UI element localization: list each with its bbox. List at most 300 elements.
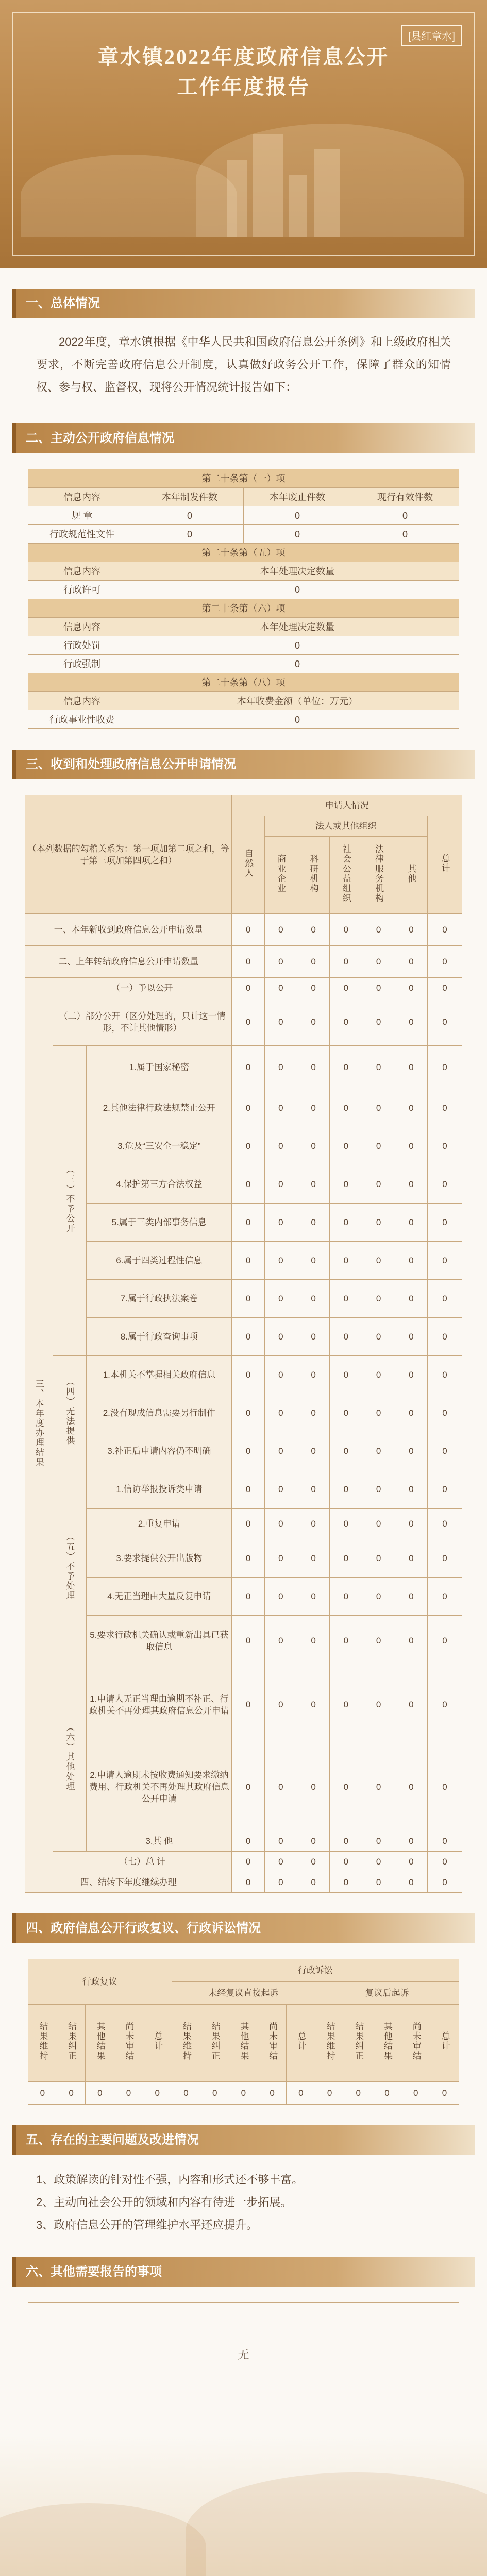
table-cell: 0 bbox=[232, 1318, 264, 1356]
applications-table bbox=[25, 795, 462, 1893]
table-cell: 0 bbox=[232, 1432, 264, 1470]
table-cell: 0 bbox=[427, 1852, 462, 1872]
table-cell: 0 bbox=[297, 1165, 329, 1204]
row-label: 2.重复申请 bbox=[87, 1509, 232, 1539]
table-cell: 0 bbox=[395, 1204, 427, 1242]
col-header: 总计 bbox=[287, 2005, 315, 2082]
table-cell: 0 bbox=[264, 1852, 297, 1872]
table-cell: 0 bbox=[427, 1280, 462, 1318]
table-cell: 0 bbox=[330, 1046, 362, 1089]
col-header: 结果维持 bbox=[315, 2005, 344, 2082]
table-cell: 0 bbox=[395, 1852, 427, 1872]
col-header: 本年收费金额（单位：万元） bbox=[136, 692, 459, 710]
hero-decoration bbox=[41, 103, 446, 237]
list-item: 3、政府信息公开的管理维护水平还应提升。 bbox=[36, 2218, 258, 2231]
table-cell: 0 bbox=[264, 1616, 297, 1666]
row-label: 1.属于国家秘密 bbox=[87, 1046, 232, 1089]
table-cell: 0 bbox=[427, 1204, 462, 1242]
table-cell: 0 bbox=[258, 2082, 287, 2105]
col-header: 未经复议直接起诉 bbox=[172, 1982, 315, 2005]
list-item: 1、政策解读的针对性不强，内容和形式还不够丰富。 bbox=[36, 2173, 304, 2186]
table-cell: 0 bbox=[330, 1242, 362, 1280]
table-cell: 0 bbox=[297, 1432, 329, 1470]
table-cell: 0 bbox=[264, 1046, 297, 1089]
col-header: 总计 bbox=[143, 2005, 172, 2082]
table-cell: 0 bbox=[315, 2082, 344, 2105]
table-cell: 0 bbox=[395, 978, 427, 998]
table-cell: 0 bbox=[427, 1578, 462, 1616]
col-header: 本年废止件数 bbox=[244, 488, 351, 506]
table-cell: 0 bbox=[264, 1089, 297, 1127]
group-label: （三）不予公开 bbox=[53, 1046, 87, 1356]
table-cell: 0 bbox=[427, 998, 462, 1046]
table-cell: 0 bbox=[136, 581, 459, 599]
table-cell: 0 bbox=[264, 1394, 297, 1432]
row-label: 行政规范性文件 bbox=[28, 525, 136, 544]
col-header: 行政诉讼 bbox=[172, 1959, 459, 1982]
table-cell: 0 bbox=[264, 1509, 297, 1539]
table-cell: 0 bbox=[362, 1280, 395, 1318]
row-label: （二）部分公开（区分处理的，只计这一情形，不计其他情形） bbox=[53, 998, 232, 1046]
table-cell: 0 bbox=[395, 998, 427, 1046]
issues-list bbox=[12, 2155, 475, 2236]
col-header: 本年处理决定数量 bbox=[136, 562, 459, 581]
col-header: 结果纠正 bbox=[57, 2005, 86, 2082]
col-header: 信息内容 bbox=[28, 618, 136, 636]
col-header: 信息内容 bbox=[28, 488, 136, 506]
table-cell: 0 bbox=[297, 1089, 329, 1127]
row-label: 4.无正当理由大量反复申请 bbox=[87, 1578, 232, 1616]
table-cell: 0 bbox=[362, 1616, 395, 1666]
table-cell: 0 bbox=[351, 525, 459, 544]
table-cell: 0 bbox=[297, 978, 329, 998]
section-title: 三、收到和处理政府信息公开申请情况 bbox=[12, 750, 475, 779]
table-cell: 0 bbox=[172, 2082, 200, 2105]
table-cell: 0 bbox=[362, 1432, 395, 1470]
table-cell: 0 bbox=[232, 1046, 264, 1089]
table-cell: 0 bbox=[362, 1831, 395, 1852]
table-cell: 0 bbox=[427, 1046, 462, 1089]
table-cell: 0 bbox=[232, 1089, 264, 1127]
table-cell: 0 bbox=[297, 1127, 329, 1165]
table-cell: 0 bbox=[427, 1831, 462, 1852]
table-cell: 0 bbox=[362, 1046, 395, 1089]
col-header: 其他结果 bbox=[229, 2005, 258, 2082]
table-cell: 0 bbox=[362, 998, 395, 1046]
table-cell: 0 bbox=[362, 978, 395, 998]
table-cell: 0 bbox=[264, 914, 297, 946]
table-cell: 0 bbox=[232, 978, 264, 998]
hero-banner bbox=[0, 0, 487, 268]
table-cell: 0 bbox=[362, 1578, 395, 1616]
table-cell: 0 bbox=[297, 1539, 329, 1578]
table-cell: 0 bbox=[395, 1089, 427, 1127]
table-cell: 0 bbox=[232, 1831, 264, 1852]
table-cell: 0 bbox=[114, 2082, 143, 2105]
table-cell: 0 bbox=[244, 525, 351, 544]
table-cell: 0 bbox=[330, 1280, 362, 1318]
report-title bbox=[0, 42, 487, 102]
table-cell: 0 bbox=[330, 998, 362, 1046]
section-issues bbox=[12, 2125, 475, 2236]
table-heading: 第二十条第（六）项 bbox=[28, 599, 459, 618]
table-cell: 0 bbox=[264, 1318, 297, 1356]
table-cell: 0 bbox=[362, 1872, 395, 1893]
table-cell: 0 bbox=[200, 2082, 229, 2105]
section-other-matters bbox=[12, 2257, 475, 2405]
table-cell: 0 bbox=[427, 1432, 462, 1470]
table-cell: 0 bbox=[232, 1470, 264, 1509]
table-cell: 0 bbox=[264, 1356, 297, 1394]
table-cell: 0 bbox=[297, 1394, 329, 1432]
table-cell: 0 bbox=[232, 946, 264, 978]
section-applications bbox=[12, 750, 475, 1893]
table-cell: 0 bbox=[232, 1743, 264, 1831]
table-cell: 0 bbox=[232, 1242, 264, 1280]
table-heading: 第二十条第（一）项 bbox=[28, 469, 459, 488]
col-header: 其他结果 bbox=[86, 2005, 114, 2082]
table-cell: 0 bbox=[264, 978, 297, 998]
table-cell: 0 bbox=[344, 2082, 373, 2105]
col-header: 科研机构 bbox=[297, 837, 329, 914]
table-cell: 0 bbox=[297, 998, 329, 1046]
table-cell: 0 bbox=[330, 1539, 362, 1578]
row-label: 1.本机关不掌握相关政府信息 bbox=[87, 1356, 232, 1394]
table-cell: 0 bbox=[362, 1089, 395, 1127]
table-cell: 0 bbox=[136, 710, 459, 729]
table-cell: 0 bbox=[362, 1127, 395, 1165]
col-header: 信息内容 bbox=[28, 692, 136, 710]
table-cell: 0 bbox=[330, 1394, 362, 1432]
table-cell: 0 bbox=[351, 506, 459, 525]
table-cell: 0 bbox=[264, 1165, 297, 1204]
table-cell: 0 bbox=[395, 1280, 427, 1318]
table-cell: 0 bbox=[297, 1242, 329, 1280]
col-header: 本年处理决定数量 bbox=[136, 618, 459, 636]
table-cell: 0 bbox=[427, 1165, 462, 1204]
table-cell: 0 bbox=[330, 1204, 362, 1242]
table-cell: 0 bbox=[427, 1318, 462, 1356]
table-cell: 0 bbox=[427, 1872, 462, 1893]
table-cell: 0 bbox=[136, 525, 244, 544]
table-cell: 0 bbox=[373, 2082, 401, 2105]
section-title: 四、政府信息公开行政复议、行政诉讼情况 bbox=[12, 1913, 475, 1943]
table-cell: 0 bbox=[427, 1470, 462, 1509]
row-label: 规 章 bbox=[28, 506, 136, 525]
col-header: 法律服务机构 bbox=[362, 837, 395, 914]
title-line-2: 工作年度报告 bbox=[177, 75, 310, 98]
row-label: 行政许可 bbox=[28, 581, 136, 599]
table-cell: 0 bbox=[427, 1539, 462, 1578]
table-cell: 0 bbox=[362, 1743, 395, 1831]
table-cell: 0 bbox=[362, 1509, 395, 1539]
table-cell: 0 bbox=[395, 1578, 427, 1616]
table-cell: 0 bbox=[395, 1165, 427, 1204]
table-cell: 0 bbox=[362, 946, 395, 978]
row-label-results: 三、本年度办理结果 bbox=[25, 978, 53, 1872]
row-label: 行政强制 bbox=[28, 655, 136, 673]
table-cell: 0 bbox=[297, 1666, 329, 1743]
table-cell: 0 bbox=[427, 1242, 462, 1280]
group-label: （五）不予处理 bbox=[53, 1470, 87, 1666]
row-label: 二、上年转结政府信息公开申请数量 bbox=[25, 946, 232, 978]
row-label: 2.申请人逾期未按收费通知要求缴纳费用、行政机关不再处理其政府信息公开申请 bbox=[87, 1743, 232, 1831]
table-cell: 0 bbox=[297, 1356, 329, 1394]
table-cell: 0 bbox=[264, 1872, 297, 1893]
table-cell: 0 bbox=[297, 914, 329, 946]
table-cell: 0 bbox=[86, 2082, 114, 2105]
table-cell: 0 bbox=[362, 1165, 395, 1204]
table-cell: 0 bbox=[264, 1204, 297, 1242]
list-item: 2、主动向社会公开的领域和内容有待进一步拓展。 bbox=[36, 2196, 292, 2209]
row-label: 1.申请人无正当理由逾期不补正、行政机关不再处理其政府信息公开申请 bbox=[87, 1666, 232, 1743]
table-cell: 0 bbox=[427, 1509, 462, 1539]
table-cell: 0 bbox=[401, 2082, 430, 2105]
table-heading: 第二十条第（五）项 bbox=[28, 544, 459, 562]
table-cell: 0 bbox=[264, 1578, 297, 1616]
col-header: 结果纠正 bbox=[200, 2005, 229, 2082]
table-cell: 0 bbox=[427, 1394, 462, 1432]
col-header: 其他结果 bbox=[373, 2005, 401, 2082]
table-cell: 0 bbox=[427, 1616, 462, 1666]
table-cell: 0 bbox=[297, 1743, 329, 1831]
table-cell: 0 bbox=[330, 1470, 362, 1509]
table-cell: 0 bbox=[362, 1852, 395, 1872]
section-overview bbox=[12, 289, 475, 403]
table-cell: 0 bbox=[232, 1127, 264, 1165]
table-cell: 0 bbox=[136, 506, 244, 525]
table-cell: 0 bbox=[330, 1872, 362, 1893]
row-label: 行政事业性收费 bbox=[28, 710, 136, 729]
table-cell: 0 bbox=[427, 1089, 462, 1127]
row-label: （一）予以公开 bbox=[53, 978, 232, 998]
table-cell: 0 bbox=[362, 1666, 395, 1743]
table-cell: 0 bbox=[362, 1204, 395, 1242]
table-cell: 0 bbox=[264, 1743, 297, 1831]
footer-decoration bbox=[0, 2436, 487, 2576]
section-title: 五、存在的主要问题及改进情况 bbox=[12, 2125, 475, 2155]
table-note: （本列数据的勾稽关系为：第一项加第二项之和，等于第三项加第四项之和） bbox=[25, 795, 232, 914]
table-cell: 0 bbox=[395, 1046, 427, 1089]
col-header: 商业企业 bbox=[264, 837, 297, 914]
table-cell: 0 bbox=[244, 506, 351, 525]
row-label: 5.属于三类内部事务信息 bbox=[87, 1204, 232, 1242]
table-cell: 0 bbox=[330, 1318, 362, 1356]
table-cell: 0 bbox=[362, 1394, 395, 1432]
table-cell: 0 bbox=[330, 1831, 362, 1852]
table-cell: 0 bbox=[395, 1616, 427, 1666]
table-cell: 0 bbox=[264, 1666, 297, 1743]
table-cell: 0 bbox=[395, 1242, 427, 1280]
review-litigation-table bbox=[28, 1959, 459, 2105]
table-cell: 0 bbox=[395, 914, 427, 946]
table-cell: 0 bbox=[395, 1743, 427, 1831]
table-cell: 0 bbox=[395, 1356, 427, 1394]
col-header: 尚未审结 bbox=[401, 2005, 430, 2082]
table-cell: 0 bbox=[232, 1666, 264, 1743]
table-cell: 0 bbox=[287, 2082, 315, 2105]
col-header: 自然人 bbox=[232, 816, 264, 914]
table-cell: 0 bbox=[395, 1872, 427, 1893]
row-label: 8.属于行政查询事项 bbox=[87, 1318, 232, 1356]
table-cell: 0 bbox=[264, 1432, 297, 1470]
group-label: （四）无法提供 bbox=[53, 1356, 87, 1470]
table-heading: 第二十条第（八）项 bbox=[28, 673, 459, 692]
table-cell: 0 bbox=[330, 1165, 362, 1204]
table-cell: 0 bbox=[427, 1127, 462, 1165]
col-header: 行政复议 bbox=[28, 1959, 172, 2005]
table-cell: 0 bbox=[232, 1539, 264, 1578]
table-cell: 0 bbox=[297, 1509, 329, 1539]
table-cell: 0 bbox=[136, 655, 459, 673]
table-cell: 0 bbox=[297, 946, 329, 978]
table-cell: 0 bbox=[395, 1470, 427, 1509]
row-label: 3.危及“三安全一稳定” bbox=[87, 1127, 232, 1165]
table-cell: 0 bbox=[297, 1280, 329, 1318]
col-header: 复议后起诉 bbox=[315, 1982, 459, 2005]
col-header: 尚未审结 bbox=[114, 2005, 143, 2082]
table-cell: 0 bbox=[395, 1394, 427, 1432]
row-label: 行政处罚 bbox=[28, 636, 136, 655]
table-cell: 0 bbox=[264, 1831, 297, 1852]
row-label: 4.保护第三方合法权益 bbox=[87, 1165, 232, 1204]
table-cell: 0 bbox=[232, 1394, 264, 1432]
table-cell: 0 bbox=[362, 1470, 395, 1509]
table-cell: 0 bbox=[264, 1242, 297, 1280]
table-cell: 0 bbox=[427, 1356, 462, 1394]
table-cell: 0 bbox=[232, 1356, 264, 1394]
row-label: 四、结转下年度继续办理 bbox=[25, 1872, 232, 1893]
row-label: 3.补正后申请内容仍不明确 bbox=[87, 1432, 232, 1470]
table-cell: 0 bbox=[264, 1280, 297, 1318]
table-cell: 0 bbox=[395, 1666, 427, 1743]
table-cell: 0 bbox=[229, 2082, 258, 2105]
col-header: 结果维持 bbox=[172, 2005, 200, 2082]
table-cell: 0 bbox=[362, 1318, 395, 1356]
table-cell: 0 bbox=[330, 914, 362, 946]
table-cell: 0 bbox=[297, 1204, 329, 1242]
table-cell: 0 bbox=[427, 978, 462, 998]
table-cell: 0 bbox=[232, 1872, 264, 1893]
table-cell: 0 bbox=[57, 2082, 86, 2105]
row-label: 一、本年新收到政府信息公开申请数量 bbox=[25, 914, 232, 946]
table-cell: 0 bbox=[330, 1578, 362, 1616]
table-cell: 0 bbox=[395, 1831, 427, 1852]
table-cell: 0 bbox=[232, 1204, 264, 1242]
col-header: 结果纠正 bbox=[344, 2005, 373, 2082]
table-cell: 0 bbox=[232, 1509, 264, 1539]
table-cell: 0 bbox=[330, 1432, 362, 1470]
table-cell: 0 bbox=[362, 914, 395, 946]
table-cell: 0 bbox=[427, 1743, 462, 1831]
table-cell: 0 bbox=[297, 1831, 329, 1852]
table-cell: 0 bbox=[297, 1470, 329, 1509]
table-cell: 0 bbox=[395, 1539, 427, 1578]
table-cell: 0 bbox=[362, 1356, 395, 1394]
table-cell: 0 bbox=[330, 1127, 362, 1165]
table-cell: 0 bbox=[330, 978, 362, 998]
col-header: 结果维持 bbox=[28, 2005, 57, 2082]
table-cell: 0 bbox=[330, 946, 362, 978]
active-disclosure-table bbox=[28, 469, 459, 729]
table-cell: 0 bbox=[232, 1280, 264, 1318]
table-cell: 0 bbox=[28, 2082, 57, 2105]
table-cell: 0 bbox=[232, 914, 264, 946]
overview-text: 2022年度，章水镇根据《中华人民共和国政府信息公开条例》和上级政府相关要求，不断完善政府信息公开制度，认真做好政务公开工作，保障了群众的知情权、参与权、监督权，现将公开情况统计报告如下： bbox=[36, 335, 451, 394]
table-cell: 0 bbox=[264, 946, 297, 978]
table-cell: 0 bbox=[330, 1743, 362, 1831]
table-cell: 0 bbox=[143, 2082, 172, 2105]
title-line-1: 章水镇2022年度政府信息公开 bbox=[98, 45, 389, 69]
table-cell: 0 bbox=[330, 1089, 362, 1127]
table-cell: 0 bbox=[330, 1852, 362, 1872]
section-title: 二、主动公开政府信息情况 bbox=[12, 423, 475, 453]
col-header: 社会公益组织 bbox=[330, 837, 362, 914]
other-matters-text: 无 bbox=[28, 2302, 459, 2405]
row-label: 3.其 他 bbox=[87, 1831, 232, 1852]
table-cell: 0 bbox=[330, 1616, 362, 1666]
table-cell: 0 bbox=[330, 1356, 362, 1394]
section-title: 六、其他需要报告的事项 bbox=[12, 2257, 475, 2287]
section-review-litigation bbox=[12, 1913, 475, 2105]
col-header: 尚未审结 bbox=[258, 2005, 287, 2082]
row-label: 7.属于行政执法案卷 bbox=[87, 1280, 232, 1318]
table-cell: 0 bbox=[232, 1852, 264, 1872]
table-cell: 0 bbox=[362, 1242, 395, 1280]
table-cell: 0 bbox=[297, 1852, 329, 1872]
table-cell: 0 bbox=[395, 1432, 427, 1470]
col-header: 法人或其他组织 bbox=[264, 816, 427, 837]
group-label: （六）其他处理 bbox=[53, 1666, 87, 1852]
table-cell: 0 bbox=[427, 914, 462, 946]
table-cell: 0 bbox=[232, 998, 264, 1046]
table-cell: 0 bbox=[395, 1509, 427, 1539]
table-cell: 0 bbox=[395, 946, 427, 978]
col-header: 申请人情况 bbox=[232, 795, 462, 816]
col-header: 其他 bbox=[395, 837, 427, 914]
table-cell: 0 bbox=[330, 1509, 362, 1539]
row-label: （七）总 计 bbox=[53, 1852, 232, 1872]
col-header: 现行有效件数 bbox=[351, 488, 459, 506]
col-header: 总计 bbox=[427, 816, 462, 914]
table-cell: 0 bbox=[264, 1539, 297, 1578]
table-cell: 0 bbox=[297, 1616, 329, 1666]
table-cell: 0 bbox=[264, 1470, 297, 1509]
row-label: 2.没有现成信息需要另行制作 bbox=[87, 1394, 232, 1432]
section-active-disclosure bbox=[12, 423, 475, 729]
section-title: 一、总体情况 bbox=[12, 289, 475, 318]
table-cell: 0 bbox=[232, 1578, 264, 1616]
table-cell: 0 bbox=[362, 1539, 395, 1578]
table-cell: 0 bbox=[264, 998, 297, 1046]
row-label: 2.其他法律行政法规禁止公开 bbox=[87, 1089, 232, 1127]
col-header: 总计 bbox=[430, 2005, 459, 2082]
table-cell: 0 bbox=[136, 636, 459, 655]
col-header: 本年制发件数 bbox=[136, 488, 244, 506]
table-cell: 0 bbox=[297, 1046, 329, 1089]
table-cell: 0 bbox=[232, 1616, 264, 1666]
table-cell: 0 bbox=[330, 1666, 362, 1743]
table-cell: 0 bbox=[232, 1165, 264, 1204]
col-header: 信息内容 bbox=[28, 562, 136, 581]
table-cell: 0 bbox=[395, 1318, 427, 1356]
table-cell: 0 bbox=[427, 1666, 462, 1743]
row-label: 1.信访举报投诉类申请 bbox=[87, 1470, 232, 1509]
corner-tag: [县红章水] bbox=[401, 25, 462, 46]
table-cell: 0 bbox=[430, 2082, 459, 2105]
table-cell: 0 bbox=[395, 1127, 427, 1165]
table-cell: 0 bbox=[297, 1578, 329, 1616]
